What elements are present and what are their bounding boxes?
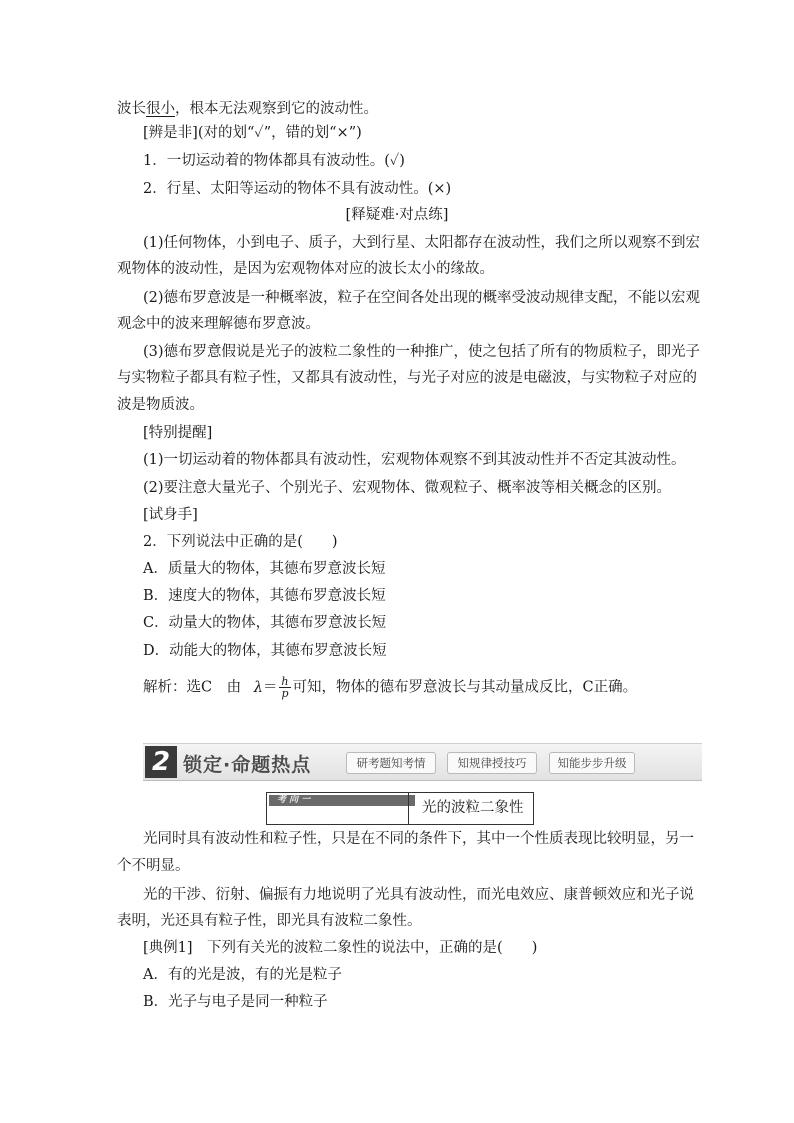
option-d: D．动能大的物体，其德布罗意波长短	[143, 643, 387, 659]
question-stem: 2．下列说法中正确的是( )	[143, 534, 338, 550]
banner-tag: 知规律授技巧	[447, 752, 537, 774]
tip-heading: [特别提醒]	[143, 425, 213, 441]
tip-item-1: (1)一切运动着的物体都具有波动性，宏观物体观察不到其波动性并不否定其波动性。	[143, 452, 686, 468]
paragraph-line: (3)德布罗意假说是光子的波粒二象性的一种推广，使之包括了所有的物质粒子，即光子	[143, 344, 701, 360]
paragraph-line: 表明，光还具有粒子性，即光具有波粒二象性。	[117, 913, 422, 929]
example-option-a: A．有的光是波，有的光是粒子	[143, 967, 342, 983]
paragraph-line: 观念中的波来理解德布罗意波。	[117, 316, 320, 332]
paragraph-line: 观物体的波动性，是因为宏观物体对应的波长太小的缘故。	[117, 261, 494, 277]
paragraph-line: (1)任何物体，小到电子、质子，大到行星、太阳都存在波动性，我们之所以观察不到宏	[143, 235, 701, 251]
option-c: C．动量大的物体，其德布罗意波长短	[143, 615, 387, 631]
text-span: 波长	[117, 101, 146, 117]
try-heading: [试身手]	[143, 507, 198, 523]
paragraph-line: 波是物质波。	[117, 397, 204, 413]
text-span: 解析：选C 由	[143, 679, 242, 696]
text-line	[117, 100, 378, 118]
judge-item-2: 2．行星、太阳等运动的物体不具有波动性。(×)	[143, 181, 452, 197]
judge-heading: [辨是非](对的划“✓”，错的划“×”)	[143, 125, 362, 141]
divider	[408, 793, 409, 824]
text-span: 可知，物体的德布罗意波长与其动量成反比，C正确。	[292, 679, 638, 696]
section-banner	[143, 743, 702, 781]
topic-label: 考 向 一	[269, 795, 415, 806]
judge-item-1: 1．一切运动着的物体都具有波动性。(✓)	[143, 153, 405, 169]
paragraph-line: 个不明显。	[117, 858, 190, 874]
topic-box	[266, 792, 534, 825]
denominator: p	[281, 687, 289, 700]
paragraph-line: (2)德布罗意波是一种概率波，粒子在空间各处出现的概率受波动规律支配，不能以宏观	[143, 290, 701, 306]
option-b: B．速度大的物体，其德布罗意波长短	[143, 588, 386, 604]
section-heading: [释疑难·对点练]	[345, 207, 449, 223]
numerator: h	[281, 675, 289, 688]
paragraph-line: 光同时具有波动性和粒子性，只是在不同的条件下，其中一个性质表现比较明显，另一	[143, 831, 694, 847]
answer-line	[143, 676, 637, 699]
example-stem: [典例1] 下列有关光的波粒二象性的说法中，正确的是( )	[143, 940, 538, 956]
banner-title: 锁定·命题热点	[183, 754, 312, 776]
paragraph-line: 与实物粒子都具有粒子性，又都具有波动性，与光子对应的波是电磁波，与实物粒子对应的	[117, 370, 697, 386]
option-a: A．质量大的物体，其德布罗意波长短	[143, 561, 386, 577]
banner-tag: 知能步步升级	[549, 752, 635, 774]
paragraph-line: 光的干涉、衍射、偏振有力地说明了光具有波动性，而光电效应、康普顿效应和光子说	[143, 887, 694, 903]
banner-number-badge: 2	[145, 746, 177, 778]
equals-sign: ＝	[262, 679, 278, 696]
example-option-b: B．光子与电子是同一种粒子	[143, 994, 328, 1010]
text-span: ，根本无法观察到它的波动性。	[175, 101, 378, 117]
banner-tag: 研考题知考情	[346, 752, 436, 774]
fraction-h-over-p	[279, 676, 290, 699]
underlined-text: 很小	[146, 101, 175, 117]
tip-item-2: (2)要注意大量光子、个别光子、宏观物体、微观粒子、概率波等相关概念的区别。	[143, 480, 672, 496]
lambda-symbol: λ	[253, 679, 263, 696]
topic-title: 光的波粒二象性	[422, 800, 524, 816]
